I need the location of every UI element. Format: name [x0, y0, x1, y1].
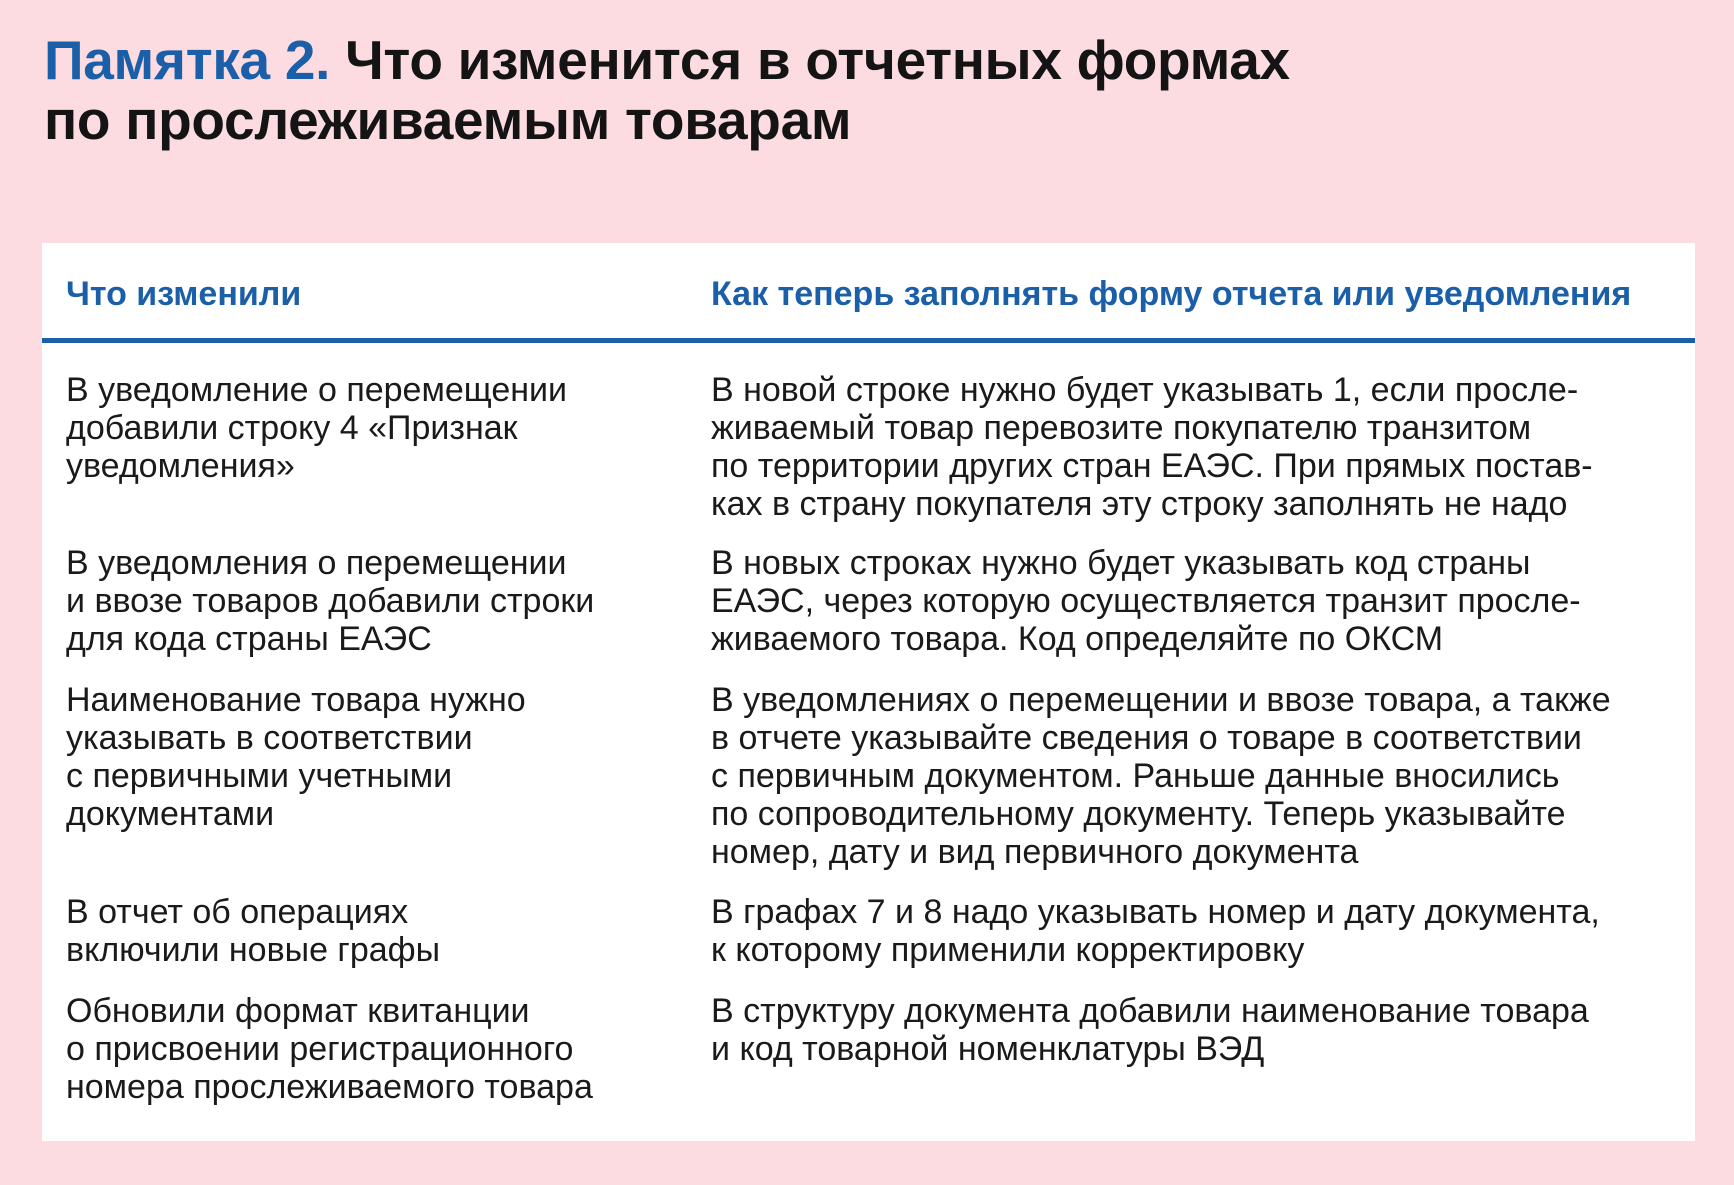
row-5-how-to-fill: В структуру документа добавили наименование товара и код товарной номенклатуры ВЭД — [711, 992, 1589, 1068]
row-3-how-to-fill: В уведомлениях о перемещении и ввозе товара, а также в отчете указывайте сведения о товаре в соответствии с первичным документом. Раньше данные вносились по сопроводительному документу. Теперь указывайте номер, дату и вид первичного документа — [711, 681, 1611, 871]
table-card — [42, 243, 1695, 1141]
row-2-what-changed: В уведомления о перемещении и ввозе товаров добавили строки для кода страны ЕАЭС — [66, 544, 595, 658]
row-4-how-to-fill: В графах 7 и 8 надо указывать номер и дату документа, к которому применили корректировку — [711, 893, 1600, 969]
row-1-how-to-fill: В новой строке нужно будет указывать 1, если просле- живаемый товар перевозите покупателю транзитом по территории других стран ЕАЭС. При прямых постав- ках в страну покупателя эту строку заполнять не надо — [711, 371, 1593, 523]
row-2-how-to-fill: В новых строках нужно будет указывать код страны ЕАЭС, через которую осуществляется транзит просле- живаемого товара. Код определяйте по ОКСМ — [711, 544, 1581, 658]
row-1-what-changed: В уведомление о перемещении добавили строку 4 «Признак уведомления» — [66, 371, 568, 485]
page-title — [44, 30, 1544, 150]
row-5-what-changed: Обновили формат квитанции о присвоении регистрационного номера прослеживаемого товара — [66, 992, 593, 1106]
header-how-to-fill: Как теперь заполнять форму отчета или уведомления — [711, 275, 1632, 313]
title-accent: Памятка 2. — [44, 29, 331, 91]
row-4-what-changed: В отчет об операциях включили новые графы — [66, 893, 441, 969]
title-text: Что изменится в отчетных формах по прослеживаемым товарам — [44, 29, 1290, 151]
table-header — [42, 243, 1695, 343]
row-3-what-changed: Наименование товара нужно указывать в соответствии с первичными учетными документами — [66, 681, 526, 833]
header-what-changed: Что изменили — [66, 275, 302, 313]
